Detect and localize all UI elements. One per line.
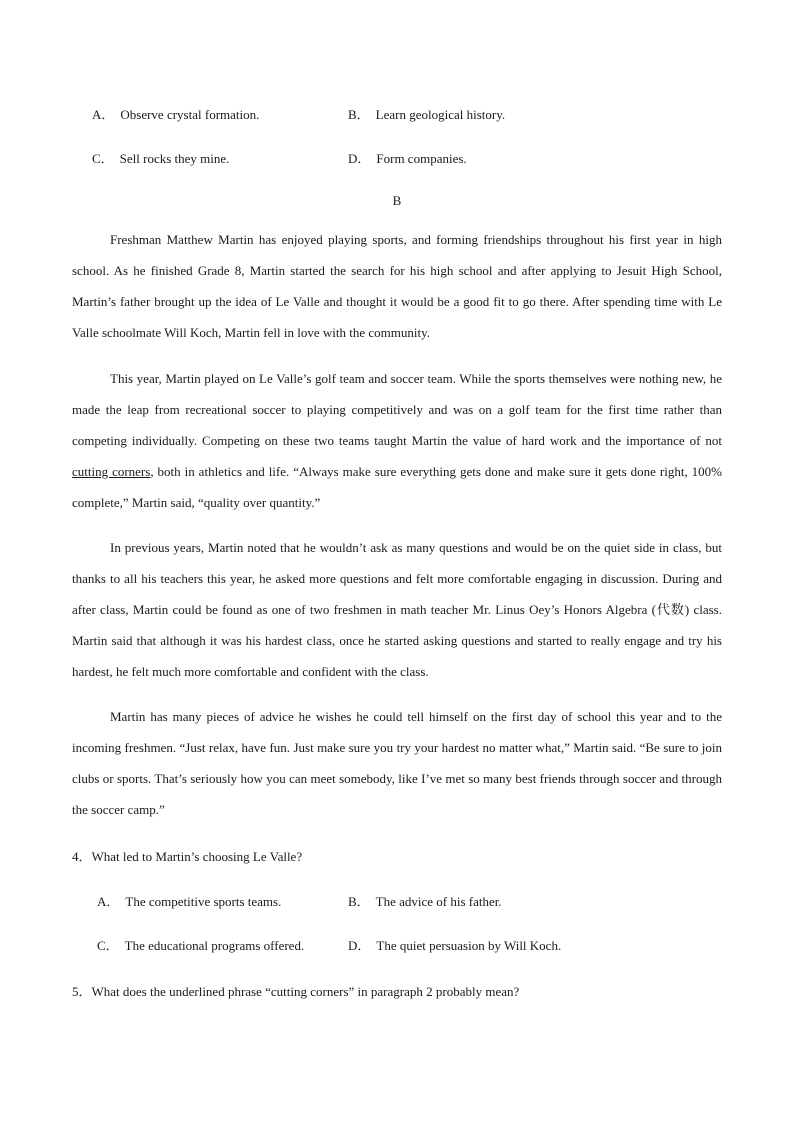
question-4-stem: 4．What led to Martin’s choosing Le Valle? [72,849,303,864]
option-c-letter: C． [92,151,114,166]
paragraph-2-text-after: , both in athletics and life. “Always make sure everything gets done and make sure it gets done right, 100% complete,” Martin said, “quality over quantity.” [72,464,722,510]
q4-option-b-letter: B． [348,894,370,909]
q4-option-a [97,891,281,910]
q4-option-d-text: The quiet persuasion by Will Koch. [376,938,562,953]
q4-option-b [348,891,502,910]
underlined-phrase: cutting corners [72,464,151,479]
option-d-letter: D． [348,151,371,166]
passage-paragraph-1: Freshman Matthew Martin has enjoyed playing sports, and forming friendships throughout his first year in high school. As he finished Grade 8, Martin started the search for his high school and after applying to Jesuit High School, Martin’s father brought up the idea of Le Valle and thought it would be a good fit to go there. After spending time with Le Valle schoolmate Will Koch, Martin fell in love with the community. [72,232,722,340]
option-a [92,104,259,123]
q4-option-b-text: The advice of his father. [375,894,502,909]
q4-option-c [97,935,304,954]
passage-paragraph-2 [72,363,722,518]
option-b [348,104,505,123]
q4-option-c-letter: C． [97,938,119,953]
q4-option-d [348,935,561,954]
option-c [92,148,229,167]
option-b-letter: B． [348,107,370,122]
passage-paragraph-4: Martin has many pieces of advice he wishes he could tell himself on the first day of school this year and to the incoming freshmen. “Just relax, have fun. Just make sure you try your hardest no matter what,” Martin said. “Be sure to join clubs or sports. That’s seriously how you can meet somebody, like I’ve met so many best friends through soccer and through the soccer camp.” [72,709,722,817]
q4-option-a-text: The competitive sports teams. [125,894,282,909]
q4-option-d-letter: D． [348,938,371,953]
option-b-text: Learn geological history. [375,107,506,122]
q4-option-a-letter: A． [97,894,120,909]
option-d-text: Form companies. [376,151,467,166]
passage-paragraph-3: In previous years, Martin noted that he wouldn’t ask as many questions and would be on the quiet side in class, but thanks to all his teachers this year, he asked more questions and felt more comfortable engaging in discussion. During and after class, Martin could be found as one of two freshmen in math teacher Mr. Linus Oey’s Honors Algebra (代数) class. Martin said that although it was his hardest class, once he started asking questions and started to really engage and try his hardest, he felt much more comfortable and confident with the class. [72,540,722,679]
question-5-stem: 5．What does the underlined phrase “cutting corners” in paragraph 2 probably mean? [72,984,520,999]
q4-option-c-text: The educational programs offered. [124,938,305,953]
option-d [348,148,467,167]
section-title: B [392,193,402,208]
option-c-text: Sell rocks they mine. [119,151,230,166]
paragraph-2-text-before: This year, Martin played on Le Valle’s golf team and soccer team. While the sports themselves were nothing new, he made the leap from recreational soccer to playing competitively and was on a golf team for the first time rather than competing individually. Competing on these two teams taught Martin the value of hard work and the importance of not [72,371,722,448]
option-a-letter: A． [92,107,115,122]
option-a-text: Observe crystal formation. [120,107,260,122]
